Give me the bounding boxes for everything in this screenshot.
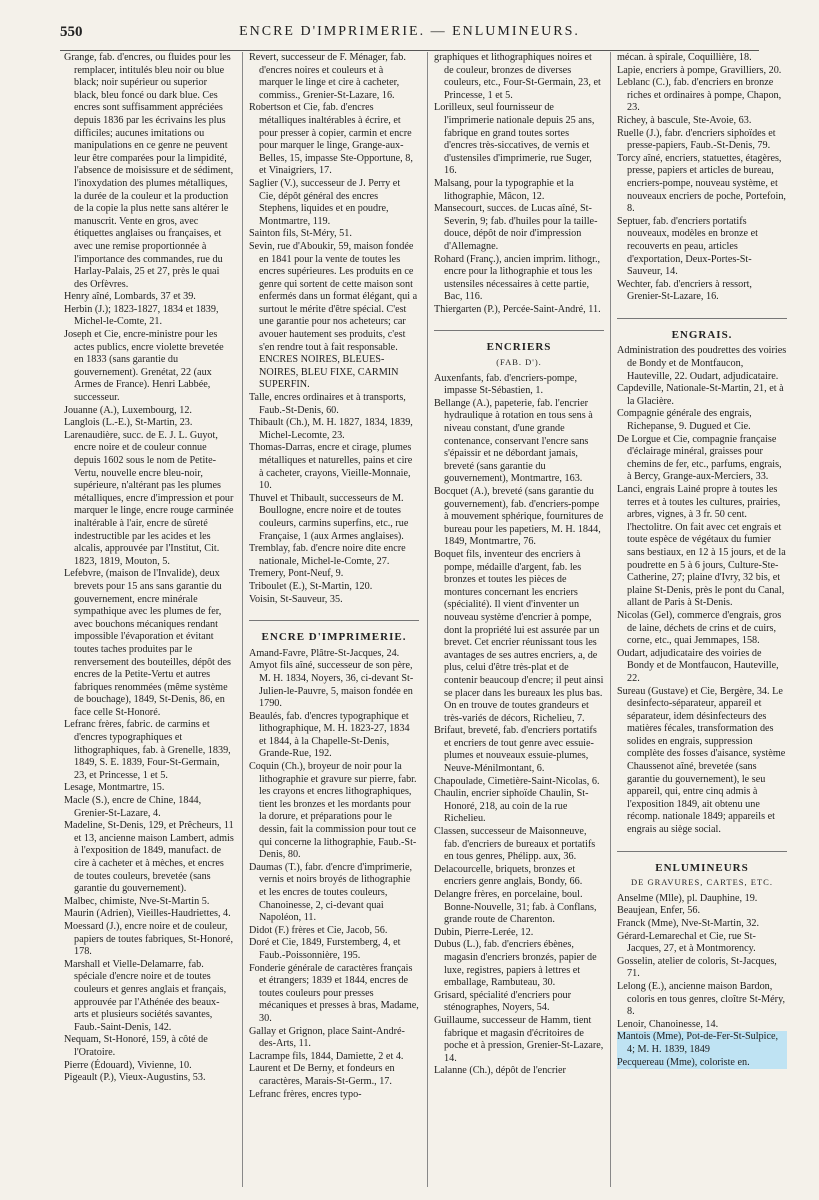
column-divider: [242, 52, 243, 1187]
directory-entry: Gérard-Lemarechal et Cie, rue St-Jacques, 27, et à Montmorency.: [617, 930, 756, 955]
directory-entry: Tremery, Pont-Neuf, 9.: [249, 568, 344, 580]
directory-entry: Sevin, rue d'Aboukir, 59, maison fondée en 1841 pour la vente de toutes les encres supérieures. Les produits en ce genre qui sortent de cette maison sont enfermés dans un format élégant, qui a surtout le mérite d'être spécial. C'est une garantie pour nos acheteurs; car avouer hautement ses produits, c'est s'en rendre tout à fait responsable. ENCRES NOIRES, BLEUES-NOIRES, BLEU FIXE, CARMIN SUPERFIN.: [249, 240, 418, 391]
directory-entry: Chaulin, encrier siphoïde Chaulin, St-Honoré, 218, au coin de la rue Richelieu.: [434, 788, 589, 825]
section-title: ENLUMINEURS: [655, 861, 749, 874]
directory-entry: Thomas-Darras, encre et cirage, plumes métalliques et naturelles, pains et cire à cacheter, crayons, Vieille-Monnaie, 10.: [249, 442, 413, 492]
section-heading-engrais: [617, 318, 787, 342]
directory-entry: Triboulet (E.), St-Martin, 120.: [249, 580, 373, 592]
directory-entry: Boquet fils, inventeur des encriers à pompe, médaille d'argent, fab. les bronzes et toutes les pièces de montures concernant les encriers (spécialité). Il vient d'inventer un nouveau système d'encrier à pompe, dont la propriété lui est assurée par un brevet. Cet encrier réunissant tous les avantages de ses autres encriers, a, de plus, celui d'être très-plat et de contenir beaucoup d'encre; il peut ainsi se placer dans les bureaux les plus bas. On en trouve de toutes grandeurs et très-variés de décors, Richelieu, 7.: [434, 548, 604, 724]
directory-entry: Auxenfants, fab. d'encriers-pompe, impasse St-Sébastien, 1.: [434, 372, 577, 397]
directory-entry: Malsang, pour la typographie et la lithographie, Mâcon, 12.: [434, 177, 574, 202]
directory-entry: Lefranc frères, fabric. de carmins et d'encres typographiques et lithographiques, fab. à Grenelle, 1839, 1849, S. E. 1839, Four-St-Germain, 23, et Princesse, 1 et 5.: [64, 719, 231, 781]
directory-entry: Lapie, encriers à pompe, Gravilliers, 20.: [617, 64, 782, 76]
directory-entry: Compagnie générale des engrais, Richepanse, 9. Dugued et Cie.: [617, 408, 752, 433]
directory-entry: Bocquet (A.), breveté (sans garantie du gouvernement), fab. d'encriers-pompe à mouvement sphérique, fournitures de bureau pour les papetiers, M. H. 1844, 1849, Montmartre, 76.: [434, 486, 604, 548]
directory-entry: Jouanne (A.), Luxembourg, 12.: [64, 404, 192, 416]
directory-entry: Revert, successeur de F. Ménager, fab. d'encres noires et couleurs et à marquer le linge et cire à cacheter, commiss., Grenier-St-Lazare, 16.: [249, 52, 406, 101]
directory-entry: Henry aîné, Lombards, 37 et 39.: [64, 291, 196, 303]
directory-entry: Delacourcelle, briquets, bronzes et encriers genre anglais, Bondy, 66.: [434, 863, 583, 888]
column-4: [617, 52, 787, 1187]
directory-entry: Mansecourt, succes. de Lucas aîné, St-Severin, 9; fab. d'huiles pour la taille-douce, dépôt de noir d'impression d'Allemagne.: [434, 203, 598, 252]
directory-entry: Thuvel et Thibault, successeurs de M. Boullogne, encre noire et de toutes couleurs, carmins superfins, etc., rue Française, 1 (aux Armes anglaises).: [249, 492, 409, 542]
directory-entry: Lanci, engrais Lainé propre à toutes les terres et à toutes les cultures, prairies, arbres, vignes, à 3 fr. 50 cent. l'hectolitre. On fait avec cet engrais et toute espèce de végétaux du fumier sans bestiaux, en 12 à 15 jours, et de la poudrette en 5 à 6 jours, Culture-Ste-Catherine, 27; plaine d'Ivry, 32 bis, et plaine St-Denis, près le pont du Canal, allant de Paris à St-Denis.: [617, 484, 786, 609]
section-subtitle: (FAB. D').: [496, 357, 542, 368]
directory-entry: Marshall et Vielle-Delamarre, fab. spéciale d'encre noire et de toutes couleurs et genres anglais et français, approuvée par l'Athénée des beaux-arts et plusieurs sociétés savantes, Faub.-Saint-Denis, 142.: [64, 958, 227, 1033]
directory-entry: graphiques et lithographiques noires et de couleur, bronzes de diverses couleurs, etc., Four-St-Germain, 23, et Princesse, 1 et 5.: [434, 52, 601, 101]
column-3: [434, 52, 604, 1187]
highlighted-entry: Pecquereau (Mme), coloriste en.: [617, 1057, 787, 1070]
directory-entry: Ruelle (J.), fabr. d'encriers siphoïdes et presse-papiers, Faub.-St-Denis, 79.: [617, 127, 776, 152]
directory-entry: Beaulés, fab. d'encres typographique et lithographique, M. H. 1823-27, 1834 et 1844, à la Chapelle-St-Denis, Grande-Rue, 192.: [249, 710, 410, 760]
column-1: [64, 52, 234, 1187]
directory-entry: Pierre (Édouard), Vivienne, 10.: [64, 1059, 192, 1071]
section-heading-encre-imprimerie: [249, 620, 419, 644]
directory-entry: Oudart, adjudicataire des voiries de Bondy et de Montfaucon, Hauteville, 22.: [617, 647, 779, 684]
directory-entry: Nicolas (Gel), commerce d'engrais, gros de laine, déchets de crins et de cuirs, corne, etc., quai Jemmapes, 158.: [617, 609, 782, 647]
section-title: ENGRAIS.: [671, 328, 733, 341]
directory-entry: mécan. à spirale, Coquillière, 18.: [617, 52, 752, 63]
directory-entry: Bellange (A.), papeterie, fab. l'encrier hydraulique à rotation en tous sens à niveau constant, d'une grande contenance, conservant l'encre sans s'épaissir et ne débordant jamais, breveté (sans garantie du gouvernement), Montmartre, 163.: [434, 397, 593, 485]
directory-entry: Anselme (Mlle), pl. Dauphine, 19.: [617, 892, 758, 904]
directory-entry: Larenaudière, succ. de E. J. L. Guyot, encre noire et de couleur connue depuis 1602 sous le nom de Petite-Vertu, nouvelle encre bleu-noir, supérieure, n'altérant pas les plumes métalliques, encre d'impression et pour marquer le linge, encre rouge carminée inaltérable à l'air, encre de sûreté indestructible par les acides et les alcalis, approuvée par l'Institut, Cit. 1823, 1819, Mouton, 5.: [64, 429, 234, 567]
highlighted-entry: Mantois (Mme), Pot-de-Fer-St-Sulpice, 4; M. H. 1839, 1849: [617, 1031, 787, 1056]
directory-entry: Laurent et De Berny, et fondeurs en caractères, Marais-St-Germ., 17.: [249, 1063, 395, 1087]
directory-entry: Sainton fils, St-Méry, 51.: [249, 228, 352, 240]
directory-entry: Classen, successeur de Maisonneuve, fab. d'encriers de bureaux et portatifs en tous genres, Phélipp. aux, 36.: [434, 826, 596, 863]
directory-entry: Grange, fab. d'encres, ou fluides pour les remplacer, intitulés bleu noir ou blue black; noir supérieur ou superior black, bleu foncé ou dark blue. Ces encres sont suffisamment appréciées depuis 1836 par les écrivains les plus difficiles; aucunes imitations ou manipulations en ce genre ne peuvent leur être comparées pour la limpidité, l'absence de moisissure et de sédiment, l'inoxydation des plumes métalliques, la durée de la couleur et la production de la copie la plus nette sans altérer le manuscrit. Vente en gros, avec étiquettes anglaises ou françaises, et avec une remise proportionnée à l'importance des commandes, rue du Harlay-Palais, 25 et 27, près le quai des Orfèvres.: [64, 52, 234, 290]
directory-entry: Gallay et Grignon, place Saint-André-des-Arts, 11.: [249, 1025, 405, 1050]
directory-entry: Talle, encres ordinaires et à transports, Faub.-St-Denis, 60.: [249, 392, 406, 416]
directory-entry: Joseph et Cie, encre-ministre pour les actes publics, encre violette brevetée en 1833 (sans garantie du gouvernement). Grenétat, 22 (aux Armes de France). Henri Labbée, successeur.: [64, 329, 224, 404]
directory-entry: Nequam, St-Honoré, 159, à côté de l'Oratoire.: [64, 1034, 208, 1058]
directory-entry: Franck (Mme), Nve-St-Martin, 32.: [617, 918, 760, 929]
directory-entry: Lalanne (Ch.), dépôt de l'encrier: [434, 1065, 566, 1077]
directory-entry: Malbec, chimiste, Nve-St-Martin 5.: [64, 895, 210, 907]
page-header: [60, 24, 759, 51]
directory-entry: Delangre frères, en porcelaine, boul. Bonne-Nouvelle, 31; fab. à Conflans, grande route de Charenton.: [434, 889, 597, 926]
directory-entry: Capdeville, Nationale-St-Martin, 21, et à la Glacière.: [617, 383, 784, 407]
directory-entry: Thiergarten (P.), Percée-Saint-André, 11.: [434, 303, 601, 315]
directory-entry: Lefranc frères, encres typo-: [249, 1088, 362, 1100]
directory-entry: Lacrampe fils, 1844, Damiette, 2 et 4.: [249, 1050, 404, 1062]
directory-entry: Lelong (E.), ancienne maison Bardon, coloris en tous genres, cloître St-Méry, 8.: [617, 980, 786, 1018]
directory-entry: Herbin (J.); 1823-1827, 1834 et 1839, Michel-le-Comte, 21.: [64, 303, 219, 328]
directory-entry: Grisard, spécialité d'encriers pour sténographes, Noyers, 54.: [434, 989, 572, 1014]
section-title: ENCRIERS: [486, 341, 552, 354]
running-head: ENCRE D'IMPRIMERIE. — ENLUMINEURS.: [239, 24, 580, 39]
column-divider: [427, 52, 428, 1187]
directory-entry: Administration des poudrettes des voiries de Bondy et de Montfaucon, Hauteville, 22. Oudart, adjudicataire.: [617, 345, 787, 382]
directory-entry: Robertson et Cie, fab. d'encres métalliques inaltérables à écrire, et pour presser à copier, carmin et encre pour marquer le linge, Grange-aux-Belles, 15, impasse Ste-Opportune, 8, et Vinaigriers, 17.: [249, 102, 413, 177]
directory-entry: Lesage, Montmartre, 15.: [64, 782, 165, 794]
directory-entry: Gosselin, atelier de coloris, St-Jacques, 71.: [617, 955, 777, 980]
directory-entry: Chapoulade, Cimetière-Saint-Nicolas, 6.: [434, 775, 600, 787]
directory-entry: Lorilleux, seul fournisseur de l'imprimerie nationale depuis 25 ans, fabrique en grand toutes sortes d'encres très-siccatives, de vernis et d'ustensiles d'imprimerie, rue Suger, 16.: [434, 102, 595, 177]
column-divider: [610, 52, 611, 1187]
directory-entry: Leblanc (C.), fab. d'encriers en bronze riches et ordinaires à pompe, Chapon, 23.: [617, 77, 782, 114]
directory-entry: Beaujean, Enfer, 56.: [617, 905, 701, 917]
directory-entry: Saglier (V.), successeur de J. Perry et Cie, dépôt général des encres Stephens, liquides et en poudre, Montmartre, 119.: [249, 177, 401, 227]
directory-entry: Macle (S.), encre de Chine, 1844, Grenier-St-Lazare, 4.: [64, 795, 202, 819]
directory-entry: Lenoir, Chanoinesse, 14.: [617, 1018, 719, 1030]
section-heading-encriers: [434, 330, 604, 368]
directory-entry: Richey, à bascule, Ste-Avoie, 63.: [617, 114, 752, 126]
directory-entry: Sureau (Gustave) et Cie, Bergère, 34. Le desinfecto-séparateur, appareil et séparateur, idem désinfecteurs des matières fécales, transformation des solides en engrais, suppression complète des fosses d'aisance, système Chaussenot aîné, brevetée (sans garantie du gouvernement), le seu appareil, qui, entre cinq admis à l'exposition 1849, ait obtenu une récomp. nationale 1849; appareils et engrais au siège social.: [617, 685, 786, 836]
directory-entry: Amyot fils aîné, successeur de son père, M. H. 1834, Noyers, 36, ci-devant St-Julien-le-Pauvre, 5, maison fondée en 1790.: [249, 660, 414, 710]
directory-entry: Didot (F.) frères et Cie, Jacob, 56.: [249, 924, 388, 936]
directory-entry: Dubus (L.), fab. d'encriers ébènes, magasin d'encriers bronzés, papier de luxe, registres, papiers à lettres et emballage, Rambuteau, 30.: [434, 939, 597, 989]
directory-entry: Tremblay, fab. d'encre noire dite encre nationale, Michel-le-Comte, 27.: [249, 543, 406, 567]
directory-entry: Lefebvre, (maison de l'Invalide), deux brevets pour 15 ans sans garantie du gouvernement, encre minérale sympathique avec les plumes de fer, avec bouchons mécaniques rendant impossible l'évaporation et évitant toutes taches produites par le renversement des bouteilles, dépôt des encres de la Petite-Vertu et autres fabriques renommées (même système de bouchage), 1849, St-Denis, 86, en face celle St-Honoré.: [64, 568, 232, 718]
directory-entry: Maurin (Adrien), Vieilles-Haudriettes, 4.: [64, 908, 231, 920]
directory-entry: Fonderie générale de caractères français et étrangers; 1839 et 1844, encres de toutes couleurs pour presses mécaniques et presses à bras, Madame, 30.: [249, 962, 419, 1024]
directory-entry: Wechter, fab. d'encriers à ressort, Grenier-St-Lazare, 16.: [617, 278, 752, 303]
directory-entry: Voisin, St-Sauveur, 35.: [249, 593, 343, 605]
section-subtitle: DE GRAVURES, CARTES, ETC.: [631, 877, 773, 888]
directory-entry: Moessard (J.), encre noire et de couleur, papiers de toutes fabriques, St-Honoré, 178.: [64, 920, 233, 958]
section-heading-enlumineurs: [617, 851, 787, 889]
section-title: ENCRE D'IMPRIMERIE.: [261, 631, 407, 644]
directory-entry: Rohard (Franç.), ancien imprim. lithogr., encre pour la lithographie et tous les ustensiles nécessaires à cette partie, Bac, 116.: [434, 253, 601, 303]
directory-entry: De Lorgue et Cie, compagnie française d'éclairage minéral, graisses pour chemins de fer, etc., parfums, engrais, à Bercy, Grange-aux-Merciers, 33.: [617, 433, 782, 483]
directory-entry: Coquin (Ch.), broyeur de noir pour la lithographie et gravure sur pierre, fabr. les crayons et encres lithographiques, tient les bronzes et les mordants pour la dorure, et préparations pour le dessin, fait la commission pour tout ce qui concerne la lithographie, Faub.-St-Denis, 80.: [249, 761, 417, 861]
directory-entry: Madeline, St-Denis, 129, et Prêcheurs, 11 et 13, ancienne maison Lambert, admis à l'exposition de 1849, manufact. de cire à cacheter et à mèches, et encres de toutes couleurs, brevetée (sans garantie du gouvernement).: [64, 820, 234, 895]
directory-entry: Amand-Favre, Plâtre-St-Jacques, 24.: [249, 647, 400, 659]
column-2: [249, 52, 419, 1187]
directory-entry: Daumas (T.), fabr. d'encre d'imprimerie, vernis et noirs broyés de lithographie et les encres de toutes couleurs, Chanoinesse, 2, ci-devant quai Napoléon, 11.: [249, 861, 413, 924]
directory-entry: Torcy aîné, encriers, statuettes, étagères, presse, papiers et articles de bureau, encriers-pompe, nouveau système, et nouveaux encriers de poche, Portefoin, 8.: [617, 152, 786, 215]
directory-entry: Langlois (L.-E.), St-Martin, 23.: [64, 417, 193, 429]
directory-entry: Pigeault (P.), Vieux-Augustins, 53.: [64, 1072, 206, 1084]
page-number: 550: [60, 24, 83, 40]
directory-entry: Guillaume, successeur de Hamm, tient fabrique et magasin d'écritoires de poche et à pression, Grenier-St-Lazare, 14.: [434, 1014, 604, 1064]
directory-entry: Dubin, Pierre-Lerée, 12.: [434, 926, 534, 938]
directory-entry: Doré et Cie, 1849, Furstemberg, 4, et Faub.-Poissonnière, 195.: [249, 937, 401, 961]
directory-entry: Brifaut, breveté, fab. d'encriers portatifs et encriers de tout genre avec essuie-plumes et nouveaux essuie-plumes, Neuve-Ménilmontant, 6.: [434, 725, 597, 775]
directory-entry: Thibault (Ch.), M. H. 1827, 1834, 1839, Michel-Lecomte, 23.: [249, 417, 413, 441]
directory-entry: Septuer, fab. d'encriers portatifs nouveaux, modèles en bronze et recouverts en peau, articles d'exportation, Deux-Portes-St-Sauveur, 14.: [617, 215, 758, 278]
